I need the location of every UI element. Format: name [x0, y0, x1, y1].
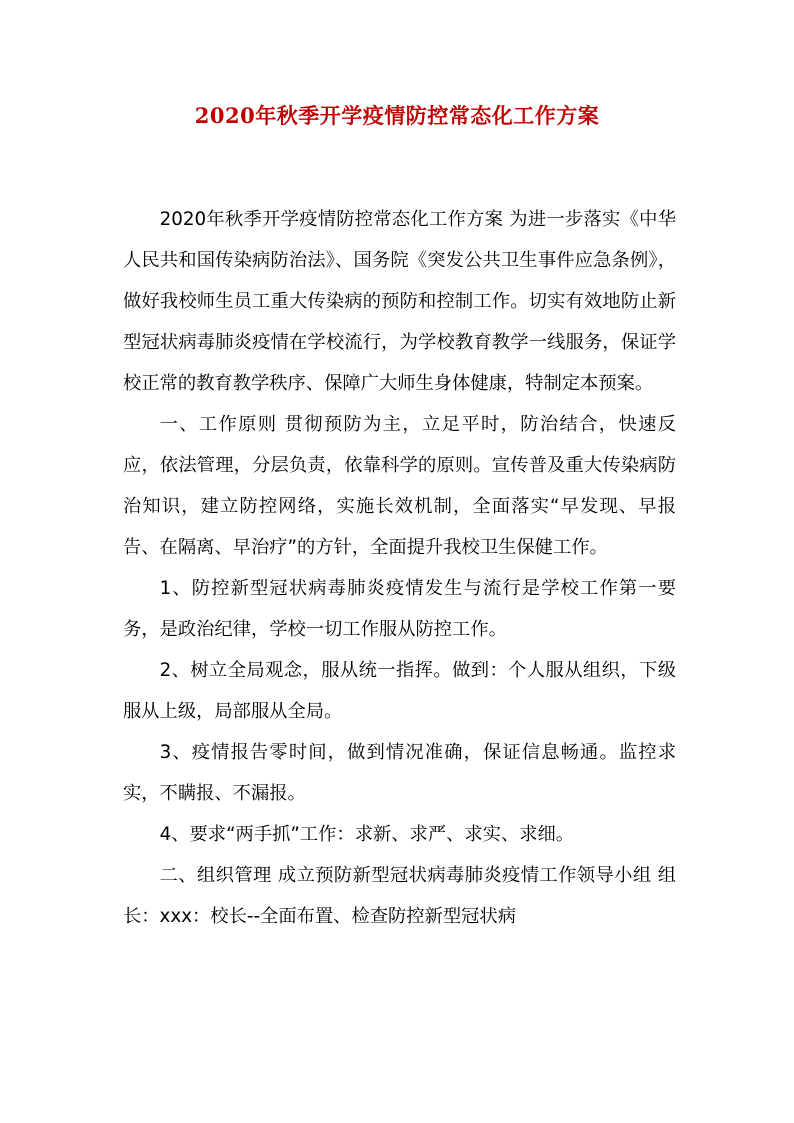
paragraph-item-3: 3、疫情报告零时间，做到情况准确，保证信息畅通。监控求实，不瞒报、不漏报。 [123, 742, 676, 804]
document-title: 2020年秋季开学疫情防控常态化工作方案 [194, 103, 600, 128]
paragraph-organization: 二、组织管理 成立预防新型冠状病毒肺炎疫情工作领导小组 组长：xxx：校长--全面布置、检查防控新型冠状病 [123, 865, 676, 927]
paragraph-intro: 2020年秋季开学疫情防控常态化工作方案 为进一步落实《中华人民共和国传染病防治法》、国务院《突发公共卫生事件应急条例》，做好我校师生员工重大传染病的预防和控制工作。切实有效地防止新型冠状病毒肺炎疫情在学校流行，为学校教育教学一线服务，保证学校正常的教育教学秩序、保障广大师生身体健康，特制定本预案。 [123, 209, 676, 394]
paragraph-item-1: 1、防控新型冠状病毒肺炎疫情发生与流行是学校工作第一要务，是政治纪律，学校一切工作服从防控工作。 [123, 578, 676, 640]
document-body [123, 199, 676, 937]
paragraph-item-2: 2、树立全局观念，服从统一指挥。做到：个人服从组织，下级服从上级，局部服从全局。 [123, 660, 676, 722]
paragraph-item-4: 4、要求“两手抓”工作：求新、求严、求实、求细。 [159, 824, 575, 845]
paragraph-work-principles: 一、工作原则 贯彻预防为主，立足平时，防治结合，快速反应，依法管理，分层负责，依靠科学的原则。宣传普及重大传染病防治知识，建立防控网络，实施长效机制，全面落实“早发现、早报告、在隔离、早治疗”的方针，全面提升我校卫生保健工作。 [123, 414, 676, 558]
